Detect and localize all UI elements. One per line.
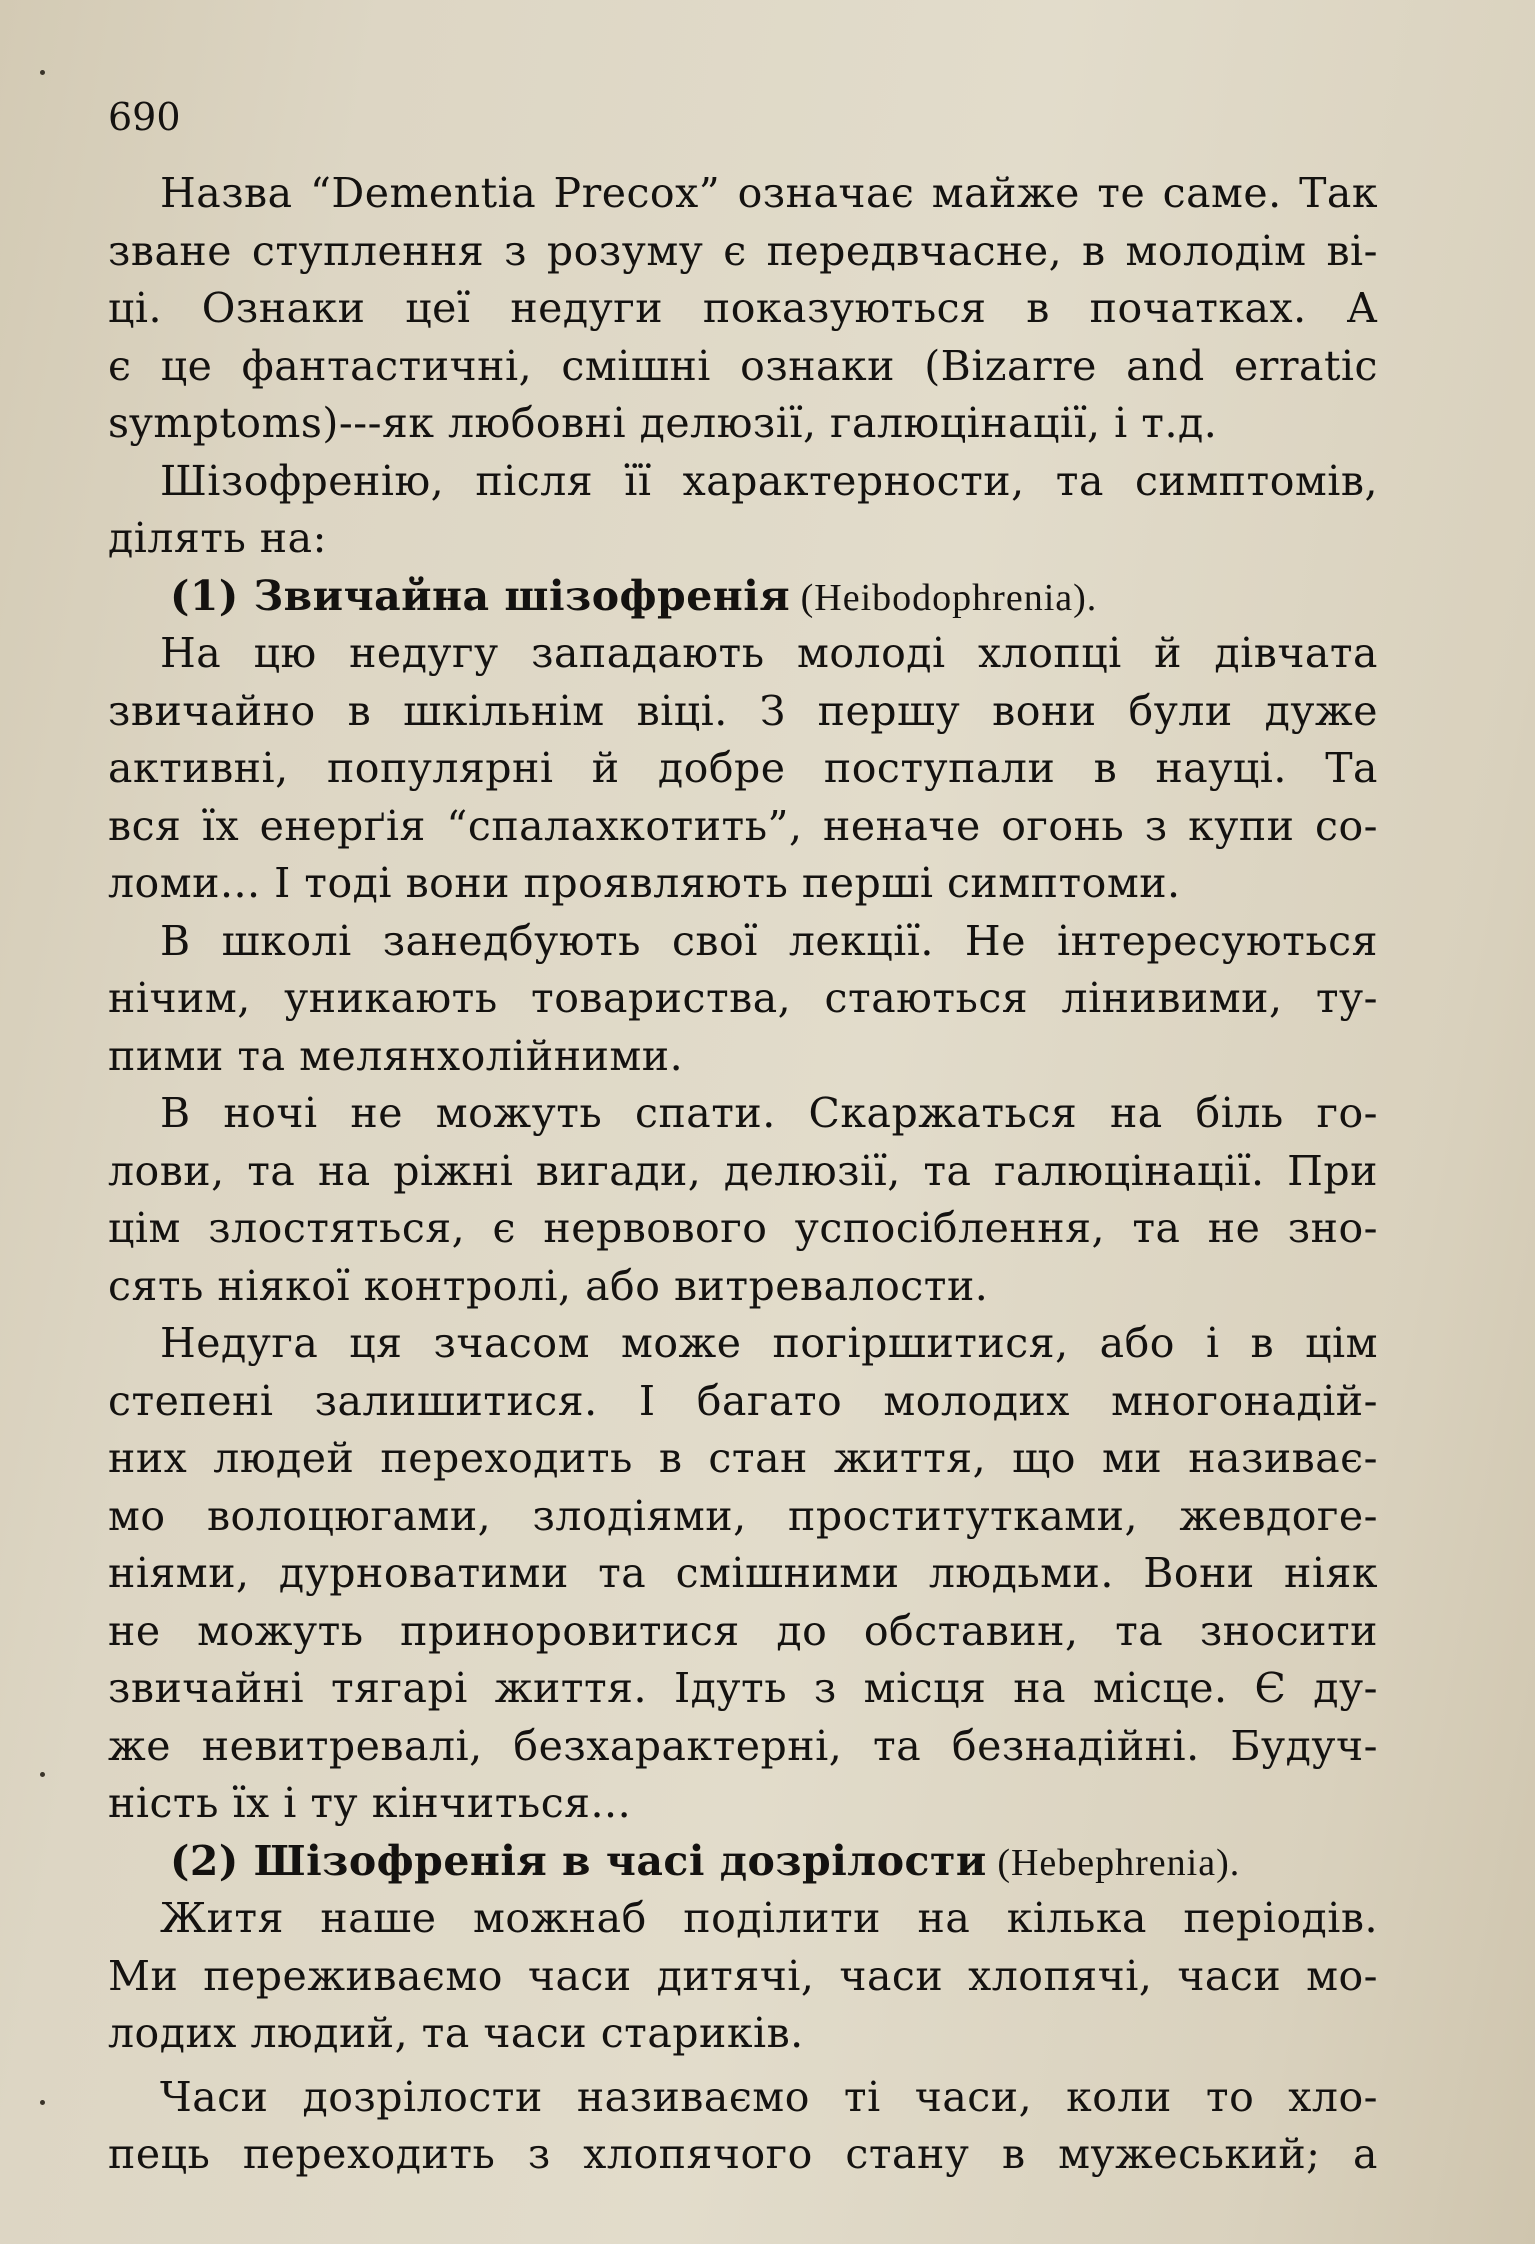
text-line: пець переходить з хлопячого стану в мужеський; а <box>108 2130 1378 2178</box>
text-line: Недуга ця зчасом може погіршитися, або і в цім <box>160 1319 1378 1367</box>
section-heading: (2) Шізофренія в часі дозрілости (Hebephrenia). <box>170 1836 1241 1885</box>
text-line: сять ніякої контролі, або витревалости. <box>108 1261 989 1310</box>
text-line: Часи дозрілости називаємо ті часи, коли то хло- <box>160 2072 1378 2121</box>
body-text <box>108 165 1378 2184</box>
text-line: звичайно в шкільнім віці. З першу вони були дуже <box>108 686 1378 735</box>
text-line: Назва “Dementia Precox” означає майже те саме. Так <box>160 169 1378 217</box>
text-line: лови, та на ріжні вигади, делюзії, та галюцінації. При <box>108 1146 1378 1195</box>
text-line: В школі занедбують свої лекції. Не інтересуються <box>160 916 1378 965</box>
text-line: лодих людий, та часи стариків. <box>108 2009 804 2057</box>
text-line: ніями, дурноватими та смішними людьми. Вони ніяк <box>108 1549 1378 1597</box>
text-line: степені залишитися. І багато молодих многонадій- <box>108 1376 1378 1425</box>
text-line: пими та мелянхолійними. <box>108 1031 684 1080</box>
margin-mark <box>40 70 45 75</box>
text-line: ність їх і ту кінчиться... <box>108 1779 632 1827</box>
text-line: Ми переживаємо часи дитячі, часи хлопячі, часи мо- <box>108 1951 1378 2000</box>
margin-mark <box>40 1772 45 1777</box>
text-line: цім злостяться, є нервового успосіблення, та не зно- <box>108 1204 1378 1252</box>
text-line: ломи... І тоді вони проявляють перші симптоми. <box>108 859 1181 907</box>
text-line: symptoms)---як любовні делюзії, галюцінації, і т.д. <box>108 399 1218 447</box>
text-line: нічим, уникають товариства, стаються лінивими, ту- <box>108 974 1378 1022</box>
text-line: них людей переходить в стан життя, що ми називає- <box>108 1434 1378 1482</box>
text-line: не можуть приноровитися до обставин, та зносити <box>108 1606 1378 1655</box>
text-line: мо волоцюгами, злодіями, проститутками, жевдоге- <box>108 1491 1378 1540</box>
text-line: же невитревалі, безхарактерні, та безнадійні. Будуч- <box>108 1721 1378 1770</box>
margin-mark <box>40 2100 45 2105</box>
page-number: 690 <box>108 95 181 139</box>
text-line: ці. Ознаки цеї недуги показуються в початках. А <box>108 284 1378 332</box>
text-line: ділять на: <box>108 514 327 562</box>
text-line: Шізофренію, після її характерности, та симптомів, <box>160 456 1378 505</box>
text-line: вся їх енерґія “спалахкотить”, неначе огонь з купи со- <box>108 801 1378 850</box>
section-heading: (1) Звичайна шізофренія (Heibodophrenia). <box>170 571 1098 620</box>
text-line: звичайні тягарі життя. Ідуть з місця на місце. Є ду- <box>108 1664 1378 1712</box>
text-line: зване ступлення з розуму є передвчасне, в молодім ві- <box>108 226 1378 275</box>
text-line: є це фантастичні, смішні ознаки (Bizarre and erratic <box>108 341 1378 390</box>
text-line: В ночі не можуть спати. Скаржаться на біль го- <box>160 1089 1378 1137</box>
text-line: активні, популярні й добре поступали в науці. Та <box>108 744 1378 792</box>
text-line: На цю недугу западають молоді хлопці й дівчата <box>160 629 1378 677</box>
text-line: Житя наше можнаб поділити на кілька періодів. <box>160 1894 1378 1942</box>
